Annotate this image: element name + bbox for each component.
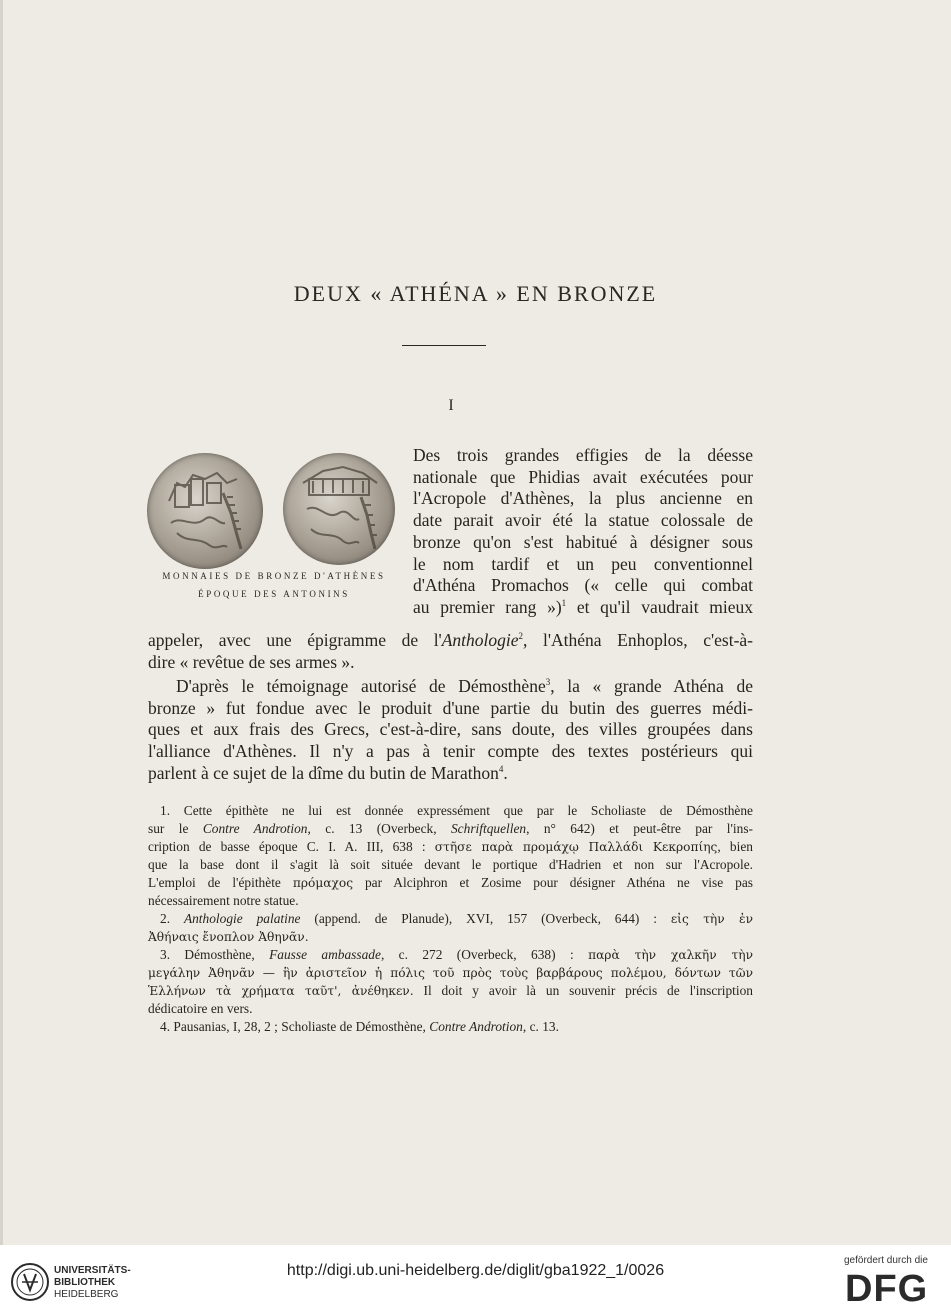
italic-title: Contre Androtion (202, 821, 308, 836)
text-line: ques et aux frais des Grecs, c'est-à-dire, sans doute, des villes groupées dans (148, 719, 753, 740)
footnote-ref-4[interactable]: 4 (498, 763, 504, 774)
section-number: I (448, 397, 454, 414)
coin-relief-left (147, 453, 263, 569)
footnote-2-line (148, 910, 753, 928)
footnotes (148, 802, 753, 1036)
text-segment: , c. 272 (Overbeck, 638) : (380, 947, 589, 962)
footnote-ref-3[interactable]: 3 (545, 677, 551, 688)
library-line: UNIVERSITÄTS- (54, 1265, 131, 1276)
footnote-ref-1[interactable]: 1 (561, 598, 567, 609)
greek-word: πρόμαχος (292, 876, 354, 890)
text-segment: , l'Athéna Enhoplos, c'est-à- (523, 630, 753, 650)
text-line (148, 763, 753, 785)
coin-image-left (147, 453, 263, 569)
italic-title: Schriftquellen (450, 821, 527, 836)
text-segment: par Alciphron et Zosime pour désigner Athéna ne vise pas (353, 875, 753, 890)
coin-image-right (283, 453, 395, 565)
text-segment: parlent à ce sujet de la dîme du butin de Marathon (148, 762, 499, 783)
text-segment: Il doit y avoir là un souvenir précis de l'inscription (413, 983, 754, 998)
text-segment: , la « grande Athéna de (550, 676, 754, 696)
text-line (413, 597, 753, 619)
text-line: Des trois grandes effigies de la déesse (413, 445, 753, 465)
article-title: DEUX « ATHÉNA » EN BRONZE (293, 281, 658, 306)
text-line: bronze » fut fondue avec le produit d'une partie du butin des guerres médi- (148, 697, 753, 718)
italic-title: Fausse ambassade (269, 947, 381, 962)
text-segment: , c. 13. (522, 1019, 559, 1034)
footnote-1-line: que la base dont il s'agit là soit située devant le portique d'Hadrien et non sur l'Acropole. (148, 857, 753, 872)
text-line: nationale que Phidias avait exécutées pour (413, 466, 753, 487)
text-line: date parait avoir été la statue colossale de (413, 510, 753, 531)
greek-quote: παρὰ τὴν χαλκῆν τὴν (588, 948, 753, 962)
text-line: d'Athéna Promachos (« celle qui combat (413, 575, 753, 596)
text-segment: et qu'il vaudrait mieux (566, 596, 753, 617)
footnote-1-line: 1. Cette épithète ne lui est donnée expressément que par le Scholiaste de Démosthène (160, 803, 753, 818)
footnote-1-line (148, 820, 753, 838)
text-segment: L'emploi de l'épithète (148, 875, 293, 890)
footnote-1-line (148, 838, 753, 856)
text-segment: (append. de Planude), XVI, 157 (Overbeck, 644) : (300, 911, 671, 926)
footnote-3-line: μεγάλην Ἀθηνᾶν — ἣν ἀριστεῖον ἡ πόλις τοῦ πρὸς τοὺς βαρβάρους πολέμου, δόντων τῶν (148, 966, 753, 980)
text-segment: sur le (148, 821, 203, 836)
footnote-4-line (148, 1018, 753, 1036)
italic-title: Contre Androtion (429, 1019, 523, 1034)
figure-caption-title: MONNAIES DE BRONZE D'ATHÈNES (162, 571, 386, 581)
permalink-url[interactable]: http://digi.ub.uni-heidelberg.de/diglit/gba1922_1/0026 (286, 1262, 665, 1279)
text-segment: . (503, 762, 508, 783)
text-line: l'alliance d'Athènes. Il n'y a pas à tenir compte des textes postérieurs qui (148, 741, 753, 762)
text-segment: 4. Pausanias, I, 28, 2 ; Scholiaste de Démosthène, (160, 1019, 430, 1034)
text-line: dire « revêtue de ses armes ». (148, 651, 355, 672)
paragraph-2 (148, 676, 753, 785)
italic-title: Anthologie (441, 630, 519, 650)
text-segment: , c. 13 (Overbeck, (307, 821, 451, 836)
text-line: l'Acropole d'Athènes, la plus ancienne en (413, 488, 753, 509)
sponsor-label: gefördert durch die (844, 1255, 928, 1266)
library-line: HEIDELBERG (54, 1289, 119, 1300)
text-line: bronze qu'on s'est habitué à désigner sous (413, 531, 753, 552)
text-line (148, 630, 753, 652)
text-segment: 3. Démosthène, (160, 947, 270, 962)
text-segment: , bien (717, 839, 753, 854)
footnote-ref-2[interactable]: 2 (518, 631, 524, 642)
paragraph-1-continuation (148, 630, 753, 673)
text-segment: D'après le témoignage autorisé de Démosthène (176, 676, 546, 696)
figure-caption-period: ÉPOQUE DES ANTONINS (198, 589, 350, 599)
coin-relief-right (283, 453, 395, 565)
footnote-2-line: Ἀθήναις ἔνοπλον Ἀθηνᾶν. (148, 930, 309, 944)
dfg-logo[interactable]: DFG (845, 1268, 929, 1310)
text-line (148, 676, 753, 698)
text-segment: cription de basse époque C. I. A. III, 638 : (148, 839, 435, 854)
footnote-3-line (148, 982, 753, 1000)
footnote-1-line: nécessairement notre statue. (148, 893, 299, 908)
text-segment: appeler, avec une épigramme de l' (148, 630, 442, 650)
library-line: BIBLIOTHEK (54, 1277, 116, 1288)
italic-title: Anthologie palatine (183, 911, 301, 926)
paragraph-1-column (413, 445, 753, 619)
text-segment: au premier rang ») (413, 596, 562, 617)
footnote-3-line: dédicatoire en vers. (148, 1001, 253, 1016)
text-line: le nom tardif et un peu conventionnel (413, 553, 753, 574)
footnote-1-line (148, 874, 753, 892)
title-rule (402, 345, 486, 346)
text-segment: , n° 642) et peut-être par l'ins- (526, 821, 753, 836)
footnote-3-line (148, 946, 753, 964)
text-segment: 2. (160, 911, 184, 926)
greek-quote: Ἑλλήνων τὰ χρήματα ταῦτ', ἀνέθηκεν. (148, 984, 414, 998)
greek-quote: εἰς τὴν ἐν (670, 912, 754, 926)
greek-quote: στῆσε παρὰ προμάχῳ Παλλάδι Κεκροπίης (434, 840, 718, 854)
